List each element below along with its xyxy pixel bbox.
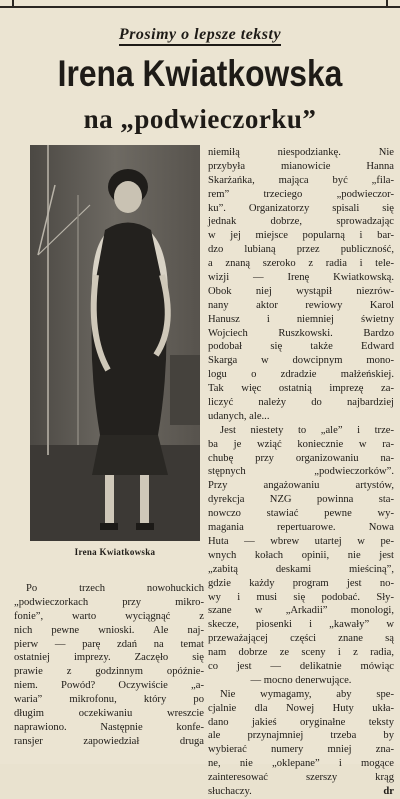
text-line: ba je wziąć koniecznie w ra- [208,438,394,450]
text-line: wnych kołach opinii, nie jest [208,549,394,561]
text-line: Nie wymagamy, aby spe- [220,688,394,700]
text-line: jednak dobrze, sprowadzając [208,216,394,228]
text-line: magania repertuarowe. Nowa [208,522,394,534]
text-line: chubę przy organizowaniu na- [208,452,394,464]
text-line: Obok niej wystąpił niezrów- [208,285,394,297]
text-line: Przy angażowaniu artystów, [208,480,394,492]
text-line: Po trzech nowohuckich [26,583,204,594]
text-line: nowczo stawiać pewne wy- [208,508,394,520]
text-line: ku”. Organizatorzy spisali się [208,202,394,214]
text-line: wy i musi się podobać. Sły- [208,591,394,603]
subhead: na „podwieczorku” [83,104,317,134]
text-line: cjalnie dla Nowej Huty ukła- [208,702,394,714]
text-line: skecze, piosenki i „kawały” w [208,619,394,631]
text-line: wybierać numery mniej zna- [208,744,394,756]
text-line: liczyć należy do najbardziej [208,397,394,409]
text-line: niem. Powód? Oczywiście „a- [14,680,204,692]
author-signature: dr [383,785,394,797]
text-line: przybyła mianowicie Hanna [208,160,394,172]
text-line: „podwieczorkach przy mikro- [14,596,204,608]
text-line: waria” mikrofonu, który po [14,694,204,706]
text-line: udanych, ale... [208,410,270,422]
text-line: Hanusz i niemniej świetny [208,313,394,325]
text-line: stępnych „podwieczorków”. [208,466,394,478]
text-line: ale przynajmniej trzeba by [208,730,394,742]
text-line: co jest — delikatnie mówiąc [208,660,394,672]
photo-caption: Irena Kwiatkowska [74,547,156,557]
text-line: Skarżańka, mająca być „fila- [208,174,394,186]
text-line: Huta — wbrew utartej w pe- [208,535,394,547]
text-line: prawie z godzinnym opóźnie- [14,666,204,678]
text-line: nany aktor rewiowy Karol [208,299,394,311]
text-line: fonie”, warto wyciągnąć z [14,610,204,622]
text-line: wizji — Irenę Kwiatkowską. [208,272,394,284]
text-line: słuchaczy. [208,785,252,797]
text-line: ostatniej imprezy. Zaczęło się [14,652,204,664]
text-line: szane w „Arkadii” monologi, [208,605,394,617]
text-line: nich pewne wnioski. Ale naj- [14,624,204,636]
text-line: Jest niestety to „ale” i trze- [220,424,394,436]
text-line: przeważającej części znane są [208,633,394,645]
text-line: ne, nie „oklepane” i mogące [208,758,394,770]
headline: Irena Kwiatkowska [57,53,343,94]
text-line: „zabitą deskami mieściną”, [208,563,394,575]
text-line: logu o zdradzie małżeńskiej. [208,369,394,381]
text-line: ransjer zapowiedział druga [14,735,204,747]
text-line: Skarga w dowcipnym mono- [208,355,394,367]
text-line: w jej miejsce popularną i bar- [208,230,394,242]
rule-tick-right [386,0,388,8]
text-line: niemiłą niespodziankę. Nie [208,147,394,158]
text-line: rem” trzeciego „podwieczor- [208,188,394,200]
text-line: dyrekcja NZG powinna sta- [208,494,394,506]
text-line: podobał się także Edward [208,341,394,353]
article-column-left [14,582,204,749]
text-line: Wojciech Ruszkowski. Bardzo [208,327,394,339]
text-line: zainteresować szerszy krąg [208,772,394,784]
text-line: — mocno denerwujące. [250,674,352,686]
rule-tick-left [12,0,14,8]
top-border-rule [0,0,400,8]
kicker [0,26,400,44]
text-line: dano jakieś oryginałne teksty [208,716,394,728]
text-line: naprawiono. Następnie konfe- [14,721,204,733]
text-line: gdzie każdy program jest no- [208,577,394,589]
text-line: długim oczekiwaniu wreszcie [14,708,204,720]
text-line: pierw — parę zdań na temat [14,638,204,650]
text-line: nam dobrze ze sceny i z radia, [208,647,394,659]
kicker-text: Prosimy o lepsze teksty [119,26,281,46]
text-line: Tak więc ostatnią imprezę za- [208,383,394,395]
text-line: a znaną szeroko z radia i tele- [208,258,394,270]
text-line: dzo lubianą przez publiczność, [208,244,394,256]
portrait-photo [30,145,200,541]
article-column-right [208,146,394,799]
